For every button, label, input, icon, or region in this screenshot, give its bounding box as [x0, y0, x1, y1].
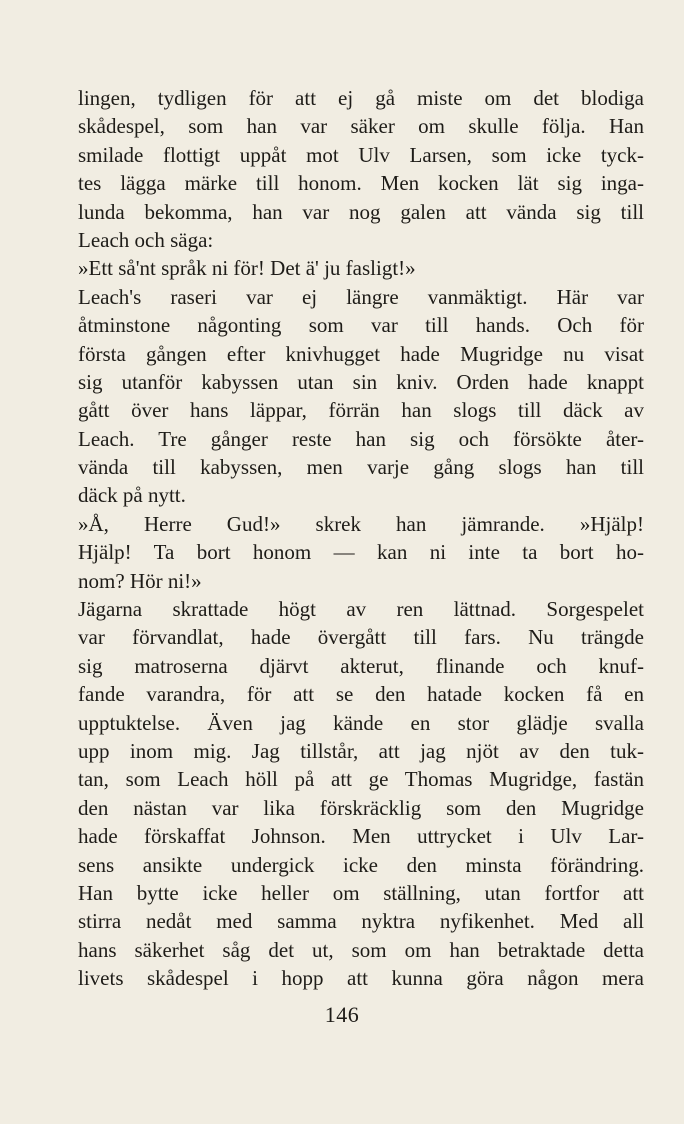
text-line: hans säkerhet såg det ut, som om han betraktade detta [78, 937, 644, 962]
text-line: åtminstone någonting som var till hands. Och för [78, 313, 644, 338]
text-line: Leach. Tre gånger reste han sig och försökte åter- [78, 426, 644, 451]
text-line: Hjälp! Ta bort honom — kan ni inte ta bort ho- [78, 540, 644, 565]
text-line: däck på nytt. [78, 483, 186, 508]
text-line: livets skådespel i hopp att kunna göra någon mera [78, 966, 644, 991]
text-line: nom? Hör ni!» [78, 568, 202, 593]
text-line: upp inom mig. Jag tillstår, att jag njöt av den tuk- [78, 738, 644, 763]
text-line: Leach's raseri var ej längre vanmäktigt. Här var [78, 284, 644, 309]
text-line: fande varandra, för att se den hatade kocken få en [78, 682, 644, 707]
text-line: stirra nedåt med samma nyktra nyfikenhet. Med all [78, 909, 644, 934]
text-line: Jägarna skrattade högt av ren lättnad. Sorgespelet [78, 597, 644, 622]
text-line: gått över hans läppar, förrän han slogs till däck av [78, 398, 644, 423]
text-line: sig utanför kabyssen utan sin kniv. Orden hade knappt [78, 369, 644, 394]
text-line: »Å, Herre Gud!» skrek han jämrande. »Hjälp! [78, 511, 644, 536]
text-line: upptuktelse. Även jag kände en stor glädje svalla [78, 710, 644, 735]
text-line: sens ansikte undergick icke den minsta förändring. [78, 852, 644, 877]
text-line: tes lägga märke till honom. Men kocken lät sig inga- [78, 171, 644, 196]
text-line: vända till kabyssen, men varje gång slogs han till [78, 455, 644, 480]
text-line: skådespel, som han var säker om skulle följa. Han [78, 114, 644, 139]
body-text [78, 84, 644, 993]
text-line: tan, som Leach höll på att ge Thomas Mugridge, fastän [78, 767, 644, 792]
page-number: 146 [324, 1002, 360, 1027]
text-line: Leach och säga: [78, 227, 214, 252]
text-line: hade förskaffat Johnson. Men uttrycket i Ulv Lar- [78, 824, 644, 849]
text-line: första gången efter knivhugget hade Mugridge nu visat [78, 341, 644, 366]
text-line: »Ett så'nt språk ni för! Det ä' ju fasligt!» [78, 256, 416, 281]
text-line: Han bytte icke heller om ställning, utan fortfor att [78, 880, 644, 905]
text-line: den nästan var lika förskräcklig som den Mugridge [78, 795, 644, 820]
text-line: sig matroserna djärvt akterut, flinande och knuf- [78, 653, 644, 678]
text-line: var förvandlat, hade övergått till fars. Nu trängde [78, 625, 644, 650]
text-line: smilade flottigt uppåt mot Ulv Larsen, som icke tyck- [78, 142, 644, 167]
text-line: lingen, tydligen för att ej gå miste om det blodiga [78, 86, 644, 110]
text-line: lunda bekomma, han var nog galen att vända sig till [78, 199, 644, 224]
